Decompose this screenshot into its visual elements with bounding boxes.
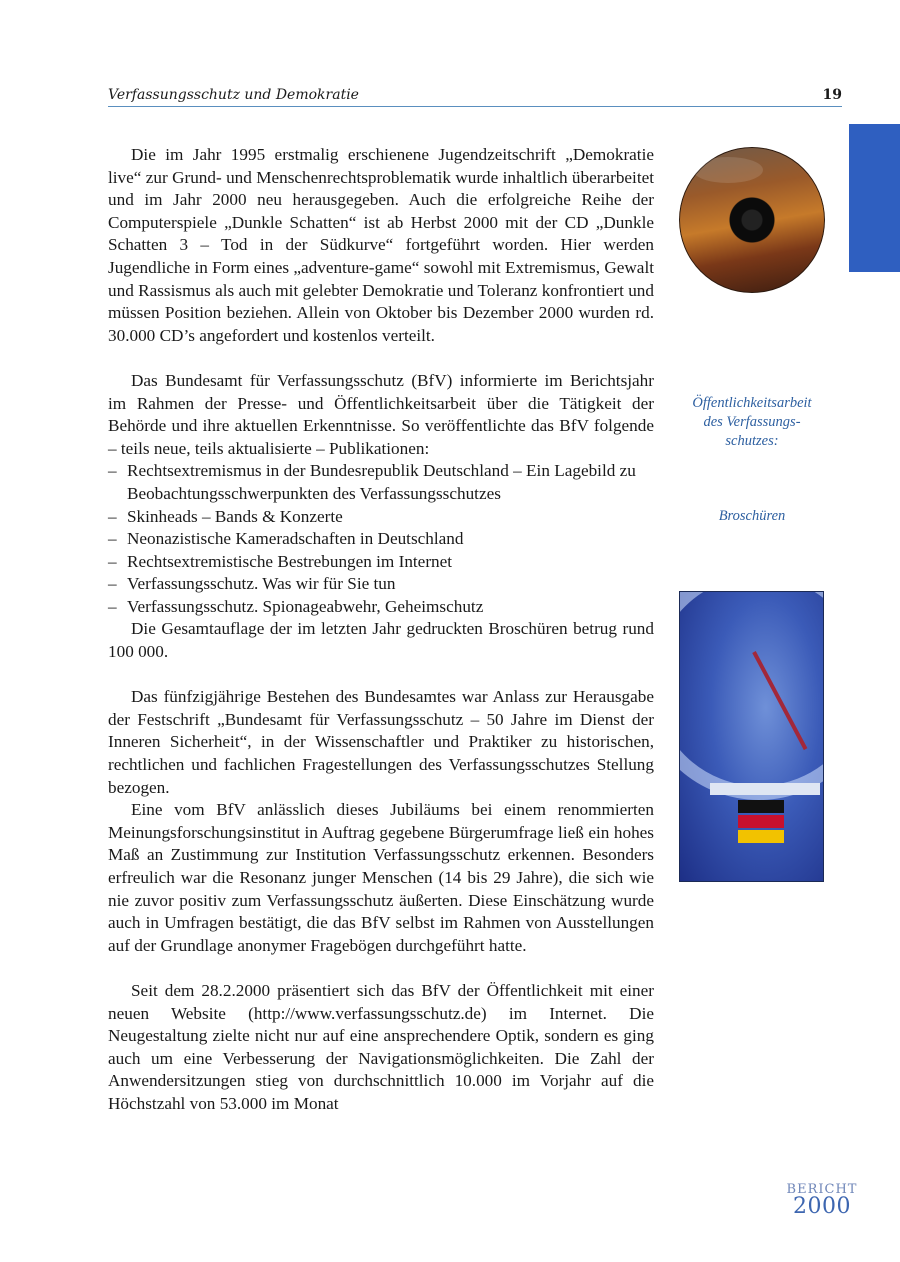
margin-note-line: schutzes: xyxy=(725,433,779,449)
running-header xyxy=(108,86,842,107)
list-item: – Verfassungsschutz. Was wir für Sie tun xyxy=(108,573,654,596)
logo-line-bericht: BERICHT xyxy=(786,1182,858,1197)
running-header-title: Verfassungsschutz und Demokratie xyxy=(108,87,359,103)
paragraph-public-relations: Das Bundesamt für Verfassungsschutz (BfV) informierte im Berichtsjahr im Rahmen der Presse- und Öffentlichkeitsarbeit über die Tätigkeit der Behörde und ihre aktuellen Erkenntnisse. So veröffentlichte das BfV folgende – teils neue, teils aktualisierte – Publikationen: xyxy=(108,370,654,458)
margin-note-line: des Verfassungs- xyxy=(703,414,801,430)
list-item: – Rechtsextremistische Bestrebungen im Internet xyxy=(108,551,654,574)
paragraph-youth-publications: Die im Jahr 1995 erstmalig erschienene Jugendzeitschrift „Demokratie live“ zur Grund- und Menschenrechtsproblematik wurde inhaltlich überarbeitet und im Jahr 2000 neu herausgegeben. Auch die erfolgreiche Reihe der Computerspiele „Dunkle Schatten“ ist ab Herbst 2000 mit der CD „Dunkle Schatten 3 – Tod in der Südkurve“ fortgeführt worden. Hier werden Jugendliche in Form eines „adventure-game“ sowohl mit Extremismus, Gewalt und Rassismus als auch mit gelebter Demokratie und Toleranz konfrontiert und müssen Position beziehen. Allein von Oktober bis Dezember 2000 wurden rd. 30.000 CD’s angefordert und kostenlos verteilt. xyxy=(108,145,654,345)
list-item: – Skinheads – Bands & Konzerte xyxy=(108,506,654,529)
list-item: – Neonazistische Kameradschaften in Deutschland xyxy=(108,528,654,551)
paragraph-circulation: Die Gesamtauflage der im letzten Jahr gedruckten Broschüren betrug rund 100 000. xyxy=(108,619,654,662)
chapter-tab-marker xyxy=(849,124,900,272)
page-number: 19 xyxy=(822,87,842,103)
publication-list xyxy=(108,460,654,618)
paragraph-survey: Eine vom BfV anlässlich dieses Jubiläums bei einem renommierten Meinungsforschungsinstitut in Auftrag gegebene Bürgerumfrage ließ ein hohes Maß an Zustimmung zur Institution Verfassungsschutz erkennen. Besonders erfreulich war die Resonanz junger Menschen (14 bis 29 Jahre), die sich wie nie zuvor positiv zum Verfassungsschutz äußerten. Diese Einschätzung wurde auch in Umfragen bestätigt, die das BfV selbst im Rahmen von Ausstellungen auf der Grundlage anonymer Fragebögen durchgeführt hatte. xyxy=(108,800,654,955)
main-text-column xyxy=(108,144,654,1116)
paragraph-website: Seit dem 28.2.2000 präsentiert sich das BfV der Öffentlichkeit mit einer neuen Website (http://www.verfassungsschutz.de) im Internet. Die Neugestaltung zielte nicht nur auf eine ansprechendere Optik, sondern es ging auch um eine Verbesserung der Navigationsmöglichkeiten. Die Zahl der Anwendersitzungen stieg von durchschnittlich 10.000 im Vorjahr auf die Höchstzahl von 53.000 im Monat xyxy=(108,980,654,1113)
brochure-cover-image xyxy=(679,591,824,882)
margin-note-line: Öffentlichkeitsarbeit xyxy=(692,395,812,411)
margin-note-public-relations xyxy=(676,394,828,451)
cd-image xyxy=(679,147,825,293)
list-item: – Rechtsextremismus in der Bundesrepublik Deutschland – Ein Lagebild zu Beobachtungsschwerpunkten des Verfassungsschutzes xyxy=(108,460,654,505)
report-logo xyxy=(786,1183,858,1218)
logo-line-year: 2000 xyxy=(793,1194,851,1219)
margin-note-brochures: Broschüren xyxy=(718,508,786,524)
paragraph-anniversary: Das fünfzigjährige Bestehen des Bundesamtes war Anlass zur Herausgabe der Festschrift „Bundesamt für Verfassungsschutz – 50 Jahre im Dienst der Inneren Sicherheit“, in der Wissenschaftler und Praktiker zu historischen, rechtlichen und fachlichen Fragestellungen des Verfassungsschutzes Stellung bezogen. xyxy=(108,687,654,797)
list-item: – Verfassungsschutz. Spionageabwehr, Geheimschutz xyxy=(108,596,654,619)
